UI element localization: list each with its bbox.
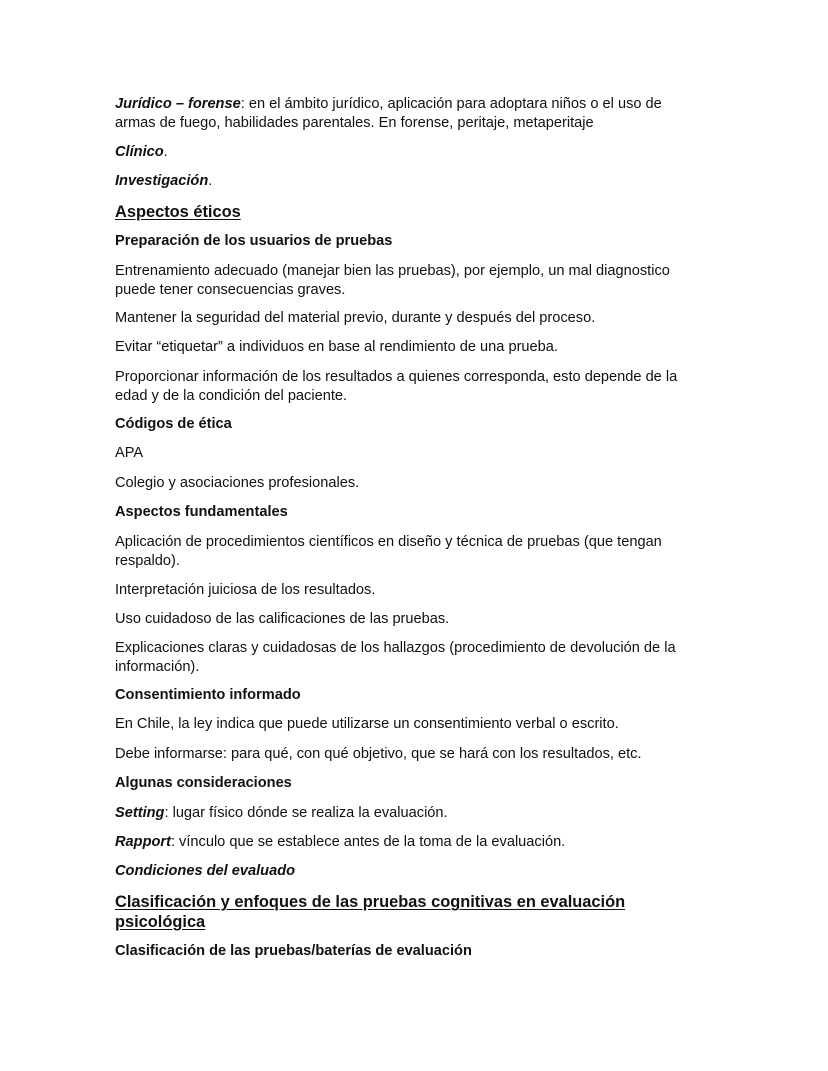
paragraph-entrenamiento: Entrenamiento adecuado (manejar bien las pruebas), por ejemplo, un mal diagnostico puede tener consecuencias graves. xyxy=(115,263,670,298)
heading-condiciones: Condiciones del evaluado xyxy=(115,863,296,879)
paragraph-clinico xyxy=(115,143,700,162)
paragraph-colegio: Colegio y asociaciones profesionales. xyxy=(115,475,360,491)
term-juridico: Jurídico – forense xyxy=(115,96,241,112)
paragraph-uso: Uso cuidadoso de las calificaciones de las pruebas. xyxy=(115,611,450,627)
heading-preparacion: Preparación de los usuarios de pruebas xyxy=(115,233,393,249)
text-rapport: : vínculo que se establece antes de la toma de la evaluación. xyxy=(170,834,566,850)
heading-clasificacion-enfoques: Clasificación y enfoques de las pruebas cognitivas en evaluación psicológica xyxy=(115,893,626,931)
paragraph-rapport xyxy=(115,833,700,852)
paragraph-juridico xyxy=(115,95,700,132)
heading-clasificacion-pruebas: Clasificación de las pruebas/baterías de evaluación xyxy=(115,943,472,959)
paragraph-interpretacion: Interpretación juiciosa de los resultados. xyxy=(115,582,376,598)
heading-consentimiento: Consentimiento informado xyxy=(115,687,301,703)
paragraph-proporcionar: Proporcionar información de los resultados a quienes corresponda, esto depende de la edad y de la condición del paciente. xyxy=(115,369,678,404)
heading-codigos: Códigos de ética xyxy=(115,416,232,432)
dot: . xyxy=(163,144,168,160)
term-clinico: Clínico xyxy=(115,144,164,160)
term-setting: Setting xyxy=(115,805,165,821)
paragraph-apa: APA xyxy=(115,445,144,461)
term-rapport: Rapport xyxy=(115,834,171,850)
dot: . xyxy=(208,173,213,189)
paragraph-debe: Debe informarse: para qué, con qué objetivo, que se hará con los resultados, etc. xyxy=(115,746,642,762)
paragraph-explicaciones: Explicaciones claras y cuidadosas de los hallazgos (procedimiento de devolución de la información). xyxy=(115,640,676,675)
heading-fundamentales: Aspectos fundamentales xyxy=(115,504,288,520)
text-juridico: : en el ámbito jurídico, aplicación para adoptara niños o el uso de armas de fuego, habilidades parentales. En forense, peritaje, metaperitaje xyxy=(115,96,662,131)
paragraph-chile: En Chile, la ley indica que puede utilizarse un consentimiento verbal o escrito. xyxy=(115,716,619,732)
heading-algunas: Algunas consideraciones xyxy=(115,775,292,791)
paragraph-aplicacion: Aplicación de procedimientos científicos en diseño y técnica de pruebas (que tengan respaldo). xyxy=(115,534,662,569)
paragraph-setting xyxy=(115,804,700,823)
heading-aspectos-eticos: Aspectos éticos xyxy=(115,203,241,221)
term-investigacion: Investigación xyxy=(115,173,209,189)
paragraph-investigacion xyxy=(115,172,700,191)
text-setting: : lugar físico dónde se realiza la evaluación. xyxy=(164,805,448,821)
paragraph-mantener: Mantener la seguridad del material previo, durante y después del proceso. xyxy=(115,310,596,326)
paragraph-evitar: Evitar “etiquetar” a individuos en base al rendimiento de una prueba. xyxy=(115,339,558,355)
